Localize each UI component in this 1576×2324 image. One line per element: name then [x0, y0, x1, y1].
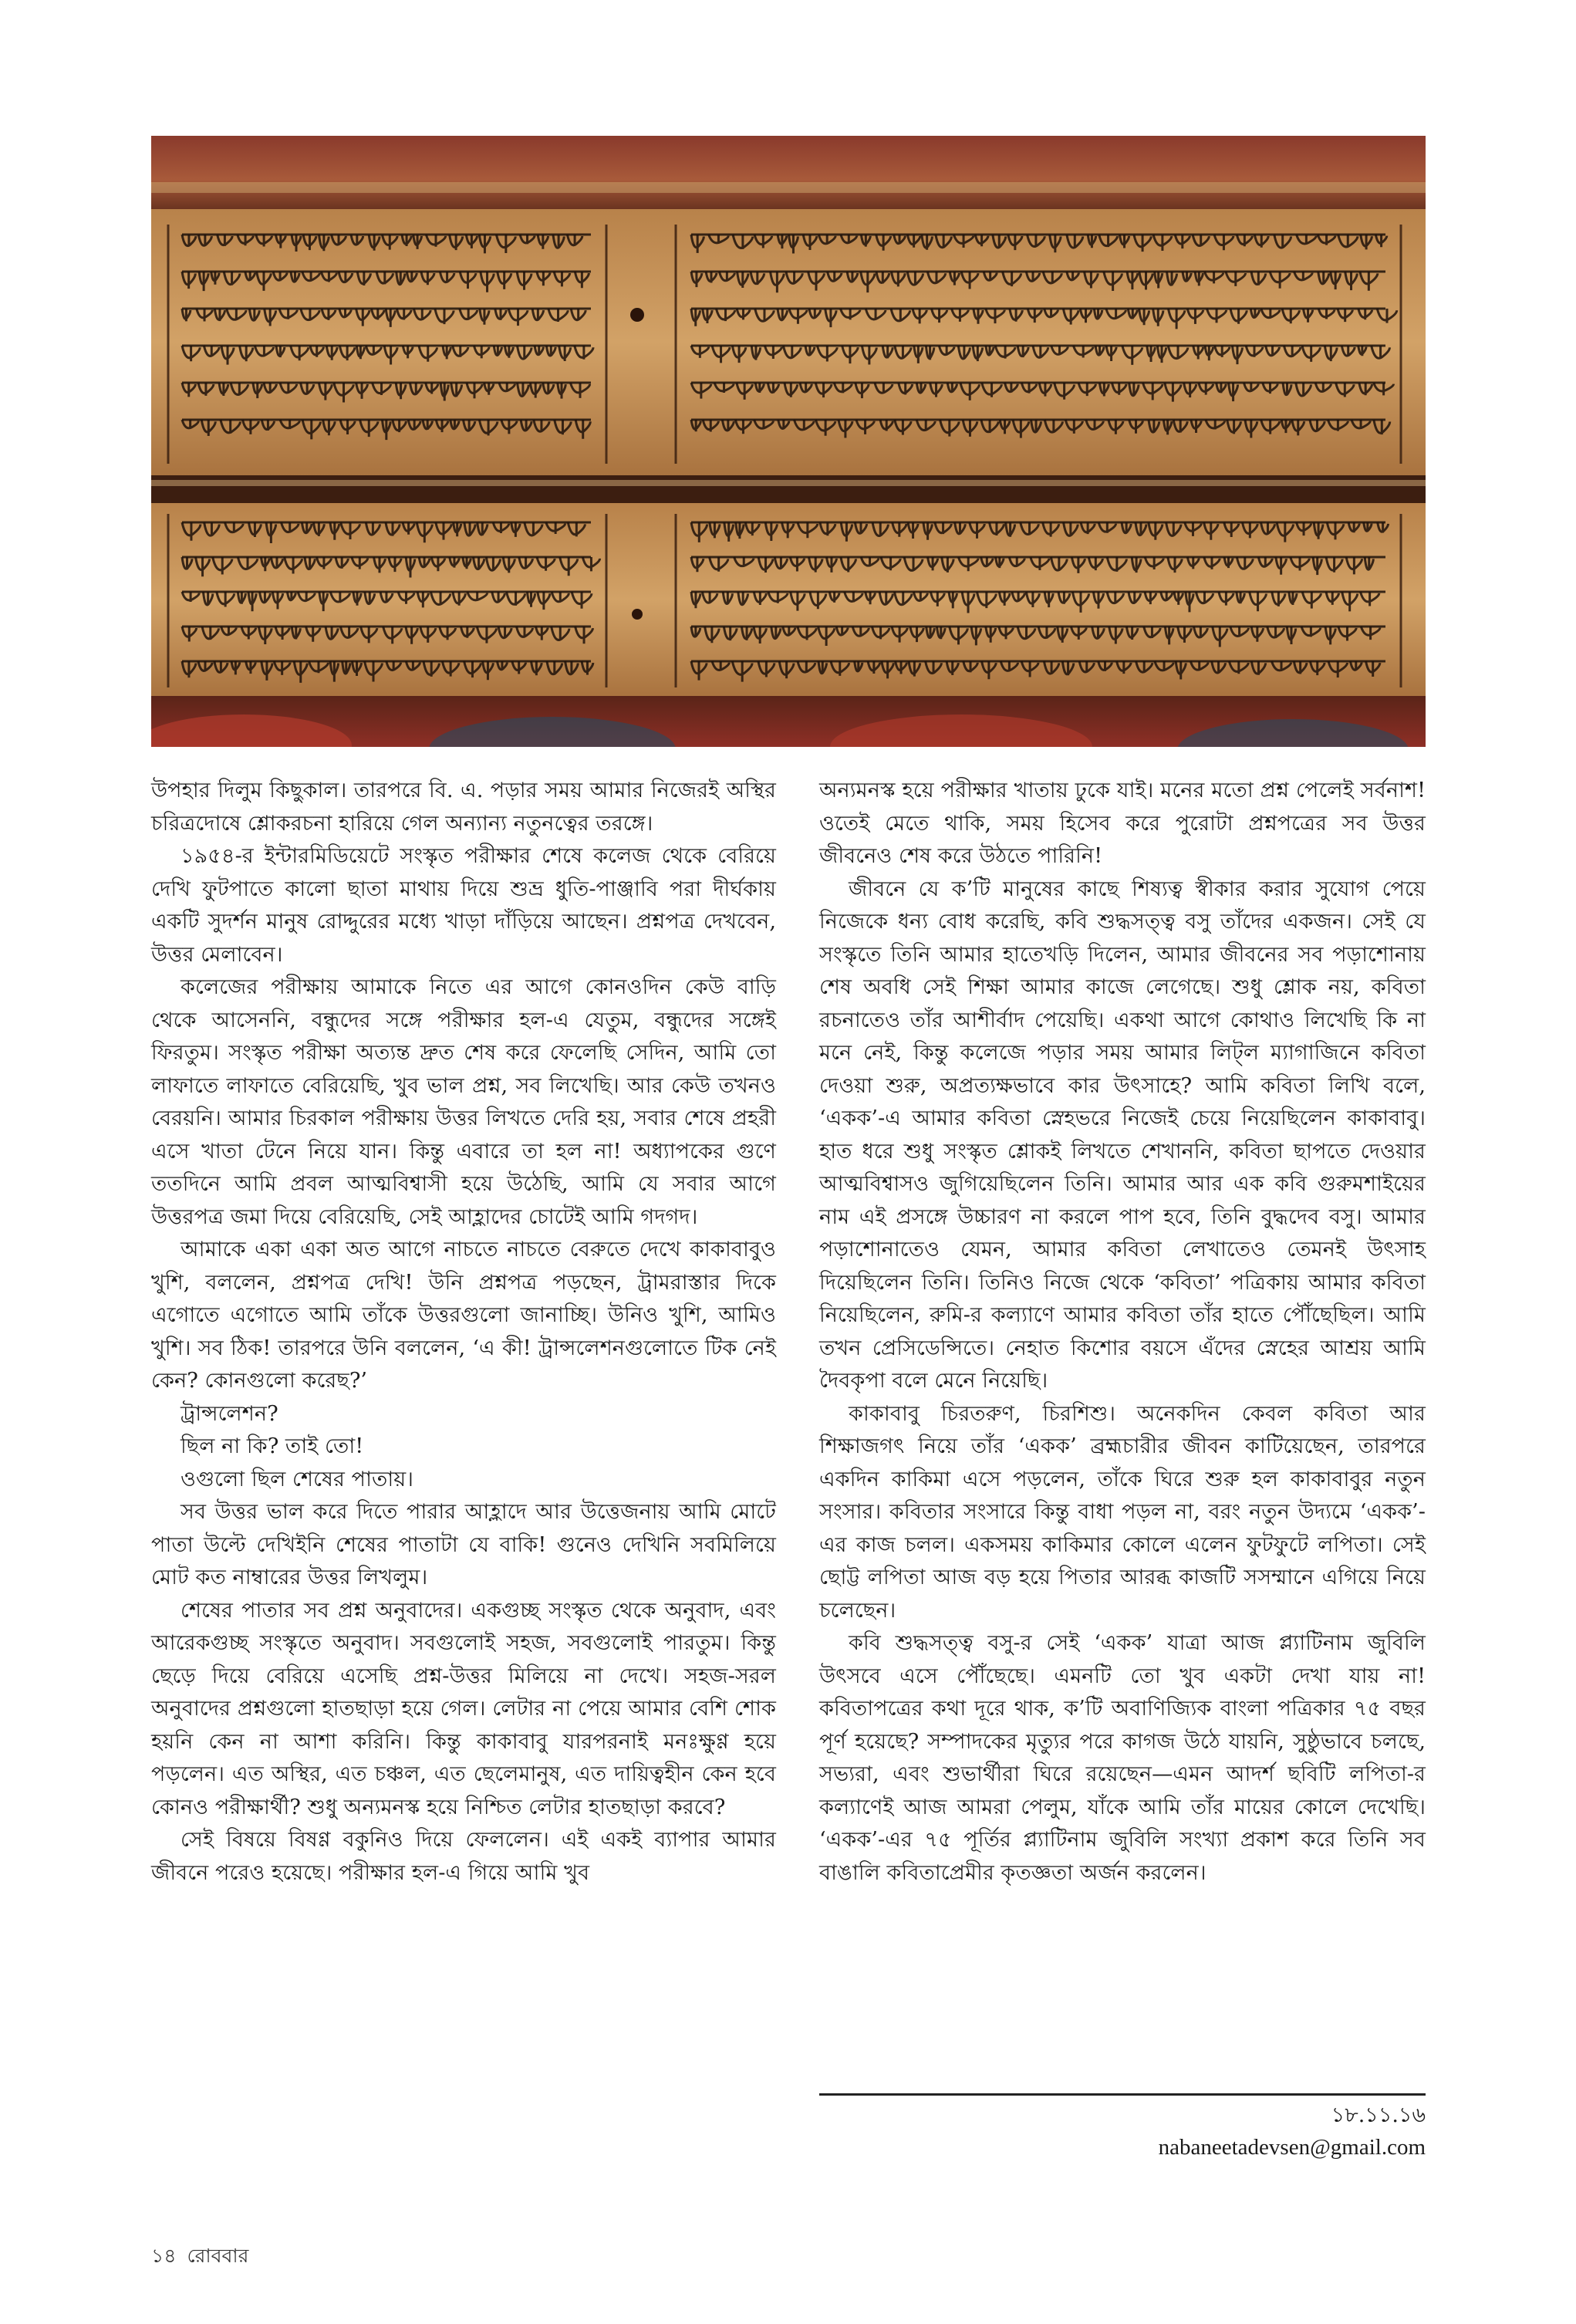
manuscript-top-border: [151, 136, 1426, 209]
paragraph: উপহার দিলুম কিছুকাল। তারপরে বি. এ. পড়ার সময় আমার নিজেরই অস্থির চরিত্রদোষে শ্লোকরচনা হারিয়ে গেল অন্যান্য নতুনত্বের তরঙ্গে।: [151, 779, 776, 836]
paragraph: শেষের পাতার সব প্রশ্ন অনুবাদের। একগুচ্ছ সংস্কৃত থেকে অনুবাদ, এবং আরেকগুচ্ছ সংস্কৃতে অনুবাদ। সবগুলোই সহজ, সবগুলোই পারতুম। কিন্তু ছেড়ে দিয়ে বেরিয়ে এসেছি প্রশ্ন-উত্তর মিলিয়ে না দেখে। সহজ-সরল অনুবাদের প্রশ্নগুলো হাতছাড়া হয়ে গেল। লেটার না পেয়ে আমার বেশি শোক হয়নি কেন না আশা করিনি। কিন্তু কাকাবাবু যারপরনাই মনঃক্ষুণ্ণ হয়ে পড়লেন। এত অস্থির, এত চঞ্চল, এত ছেলেমানুষ, এত দায়িত্বহীন কেন হবে কোনও পরীক্ষার্থী? শুধু অন্যমনস্ক হয়ে নিশ্চিত লেটার হাতছাড়া করবে?: [151, 1598, 776, 1819]
author-email: nabaneetadevsen@gmail.com: [1158, 2135, 1426, 2160]
paragraph: জীবনে যে ক’টি মানুষের কাছে শিষ্যত্ব স্বীকার করার সুযোগ পেয়ে নিজেকে ধন্য বোধ করেছি, কবি শুদ্ধসত্ত্ব বসু তাঁদের একজন। সেই যে সংস্কৃতে তিনি আমার হাতেখড়ি দিলেন, আমার জীবনের সব পড়াশোনায় শেষ অবধি সেই শিক্ষা আমার কাজে লেগেছে। শুধু শ্লোক নয়, কবিতা রচনাতেও তাঁর আশীর্বাদ পেয়েছি। একথা আগে কোথাও লিখেছি কি না মনে নেই, কিন্তু কলেজে পড়ার সময় আমার লিট্‌ল ম্যাগাজিনে কবিতা দেওয়া শুরু, অপ্রত্যক্ষভাবে কার উৎসাহে? আমি কবিতা লিখি বলে, ‘একক’-এ আমার কবিতা স্নেহভরে নিজেই চেয়ে নিয়েছিলেন কাকাবাবু। হাত ধরে শুধু সংস্কৃত শ্লোকই লিখতে শেখাননি, কবিতা ছাপতে দেওয়ার আত্মবিশ্বাসও জুগিয়েছিলেন তিনি। আমার আর এক কবি গুরুমশাইয়ের নাম এই প্রসঙ্গে উচ্চারণ না করলে পাপ হবে, তিনি বুদ্ধদেব বসু। আমার পড়াশোনাতেও যেমন, আমার কবিতা লেখাতেও তেমনই উৎসাহ দিয়েছিলেন তিনি। তিনিও নিজে থেকে ‘কবিতা’ পত্রিকায় আমার কবিতা নিয়েছিলেন, রুমি-র কল্যাণে আমার কবিতা তাঁর হাতে পৌঁছেছিল। আমি তখন প্রেসিডেন্সিতে। নেহাত কিশোর বয়সে এঁদের স্নেহের আশ্রয় আমি দৈবকৃপা বলে মেনে নিয়েছি।: [819, 877, 1426, 1393]
binding-hole-lower: [632, 609, 643, 620]
paragraph: অন্যমনস্ক হয়ে পরীক্ষার খাতায় ঢুকে যাই। মনের মতো প্রশ্ন পেলেই সর্বনাশ! ওতেই মেতে থাকি, সময় হিসেব করে পুরোটা প্রশ্নপত্রের সব উত্তর জীবনেও শেষ করে উঠতে পারিনি!: [819, 779, 1426, 868]
manuscript-leaf-upper: [151, 209, 1426, 475]
binding-hole-upper: [630, 308, 644, 322]
paragraph: ওগুলো ছিল শেষের পাতায়।: [181, 1467, 413, 1491]
paragraph: ১৯৫৪-র ইন্টারমিডিয়েটে সংস্কৃত পরীক্ষার শেষে কলেজ থেকে বেরিয়ে দেখি ফুটপাতে কালো ছাতা মাথায় দিয়ে শুভ্র ধুতি-পাঞ্জাবি পরা দীর্ঘকায় একটি সুদর্শন মানুষ রোদ্দুরের মধ্যে খাড়া দাঁড়িয়ে আছেন। প্রশ্নপত্র দেখবেন, উত্তর মেলাবেন।: [151, 844, 776, 967]
paragraph: কাকাবাবু চিরতরুণ, চিরশিশু। অনেকদিন কেবল কবিতা আর শিক্ষাজগৎ নিয়ে তাঁর ‘একক’ ব্রহ্মচারীর জীবন কাটিয়েছেন, তারপরে একদিন কাকিমা এসে পড়লেন, তাঁকে ঘিরে শুরু হল কাকাবাবুর নতুন সংসার। কবিতার সংসারে কিন্তু বাধা পড়ল না, বরং নতুন উদ্যমে ‘একক’-এর কাজ চলল। একসময় কাকিমার কোলে এলেন ফুটফুটে লপিতা। সেই ছোট্ট লপিতা আজ বড় হয়ে পিতার আরব্ধ কাজটি সসম্মানে এগিয়ে নিয়ে চলেছেন।: [819, 1401, 1426, 1623]
page-footer: [151, 2242, 259, 2270]
page-number: ১৪: [151, 2245, 177, 2267]
paragraph: ট্রান্সলেশন?: [181, 1401, 278, 1426]
paragraph: আমাকে একা একা অত আগে নাচতে নাচতে বেরুতে দেখে কাকাবাবুও খুশি, বললেন, প্রশ্নপত্র দেখি! উনি প্রশ্নপত্র পড়ছেন, ট্রামরাস্তার দিকে এগোতে এগোতে আমি তাঁকে উত্তরগুলো জানাচ্ছি। উনিও খুশি, আমিও খুশি। সব ঠিক! তারপরে উনি বললেন, ‘এ কী! ট্রান্সলেশনগুলোতে টিক নেই কেন? কোনগুলো করেছ?’: [151, 1238, 776, 1393]
paragraph: কবি শুদ্ধসত্ত্ব বসু-র সেই ‘একক’ যাত্রা আজ প্ল্যাটিনাম জুবিলি উৎসবে এসে পৌঁছেছে। এমনটি তো খুব একটা দেখা যায় না! কবিতাপত্রের কথা দূরে থাক, ক’টি অবাণিজ্যিক বাংলা পত্রিকার ৭৫ বছর পূর্ণ হয়েছে? সম্পাদকের মৃত্যুর পরে কাগজ উঠে যায়নি, সুষ্ঠুভাবে চলছে, সভ্যরা, এবং শুভার্থীরা ঘিরে রয়েছেন—এমন আদর্শ ছবিটি লপিতা-র কল্যাণেই আজ আমরা পেলুম, যাঁকে আমি তাঁর মায়ের কোলে দেখেছি। ‘একক’-এর ৭৫ পূর্তির প্ল্যাটিনাম জুবিলি সংখ্যা প্রকাশ করে তিনি সব বাঙালি কবিতাপ্রেমীর কৃতজ্ঞতা অর্জন করলেন।: [819, 1631, 1426, 1885]
palm-leaf-manuscript-image: [151, 136, 1426, 747]
paragraph: ছিল না কি? তাই তো!: [181, 1434, 364, 1458]
article-left-column: [151, 775, 776, 1890]
paragraph: কলেজের পরীক্ষায় আমাকে নিতে এর আগে কোনওদিন কেউ বাড়ি থেকে আসেননি, বন্ধুদের সঙ্গে পরীক্ষার হল-এ যেতুম, বন্ধুদের সঙ্গেই ফিরতুম। সংস্কৃত পরীক্ষা অত্যন্ত দ্রুত শেষ করে ফেলেছি সেদিন, আমি তো লাফাতে লাফাতে বেরিয়েছি, খুব ভাল প্রশ্ন, সব লিখেছি। আর কেউ তখনও বেরয়নি। আমার চিরকাল পরীক্ষায় উত্তর লিখতে দেরি হয়, সবার শেষে প্রহরী এসে খাতা টেনে নিয়ে যান। কিন্তু এবারে তা হল না! অধ্যাপকের গুণে ততদিনে আমি প্রবল আত্মবিশ্বাসী হয়ে উঠেছি, আমি যে সবার আগে উত্তরপত্র জমা দিয়ে বেরিয়েছি, সেই আহ্লাদের চোটেই আমি গদগদ।: [151, 975, 776, 1229]
paragraph: সব উত্তর ভাল করে দিতে পারার আহ্লাদে আর উত্তেজনায় আমি মোটে পাতা উল্টে দেখিইনি শেষের পাতাটা যে বাকি! গুনেও দেখিনি সবমিলিয়ে মোট কত নাম্বারের উত্তর লিখলুম।: [151, 1500, 776, 1589]
magazine-name: রোববার: [187, 2245, 249, 2267]
article-date: ১৮.১১.১৬: [1331, 2103, 1426, 2127]
signoff-divider: [819, 2093, 1426, 2096]
article-right-column: [819, 775, 1426, 1890]
manuscript-photo: [151, 136, 1426, 747]
paragraph: সেই বিষয়ে বিষণ্ণ বকুনিও দিয়ে ফেললেন। এই একই ব্যাপার আমার জীবনে পরেও হয়েছে। পরীক্ষার হল-এ গিয়ে আমি খুব: [151, 1828, 776, 1885]
